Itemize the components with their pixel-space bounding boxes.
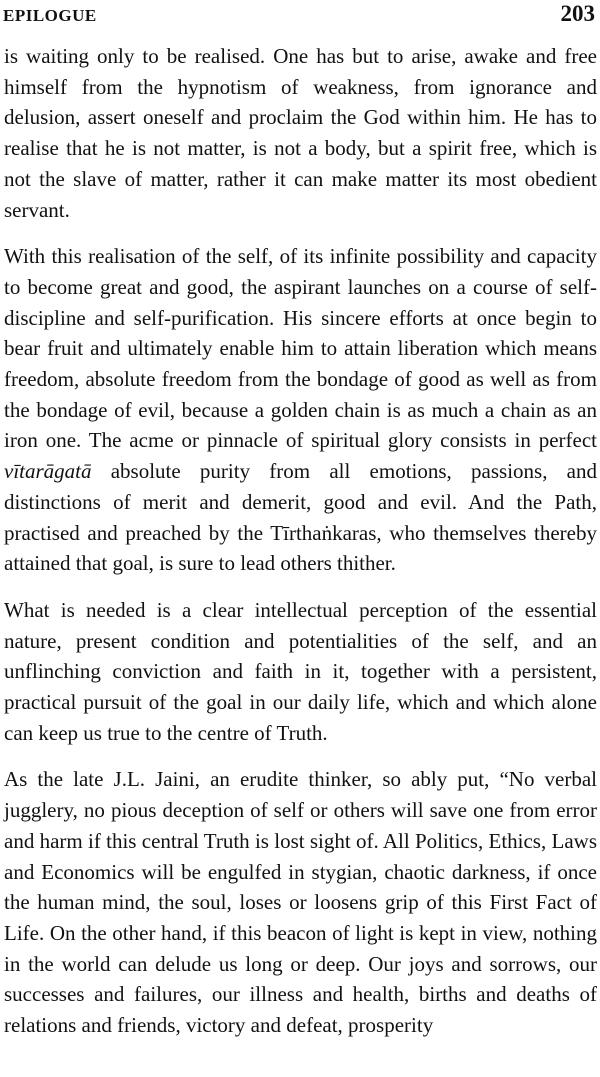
running-head: EPILOGUE (3, 6, 97, 25)
paragraph-1 (4, 41, 597, 225)
paragraph-2-text-after: absolute purity from all emotions, passions, and distinctions of merit and demerit, good and evil. And the Path, practised and preached by the Tīrthaṅkaras, who themselves thereby attained that goal, is sure to lead others thither. (4, 459, 597, 576)
paragraph-2 (4, 241, 597, 579)
page-number: 203 (560, 1, 595, 26)
italic-term: vītarāgatā (4, 459, 92, 484)
paragraph-4 (4, 764, 597, 1040)
page-header (0, 0, 600, 40)
paragraph-3-text: What is needed is a clear intellectual perception of the essential nature, present condition and potentialities of the self, and an unflinching conviction and faith in it, together with a persistent, practical pursuit of the goal in our daily life, which and which alone can keep us true to the centre of Truth. (4, 597, 597, 745)
paragraph-3 (4, 595, 597, 749)
paragraph-4-text: As the late J.L. Jaini, an erudite thinker, so ably put, “No verbal jugglery, no pious deception of self or others will save one from error and harm if this central Truth is lost sight of. All Politics, Ethics, Laws and Economics will be engulfed in stygian, chaotic darkness, if once the human mind, the soul, loses or loosens grip of this First Fact of Life. On the other hand, if this beacon of light is kept in view, nothing in the world can delude us long or deep. Our joys and sorrows, our successes and failures, our illness and health, births and deaths of relations and friends, victory and defeat, prosperity (4, 767, 597, 1038)
body-text (4, 41, 597, 1057)
paragraph-2-text: With this realisation of the self, of its infinite possibility and capacity to become great and good, the aspirant launches on a course of self-discipline and self-purification. His sincere efforts at once begin to bear fruit and ultimately enable him to attain liberation which means freedom, absolute freedom from the bondage of good as well as from the bondage of evil, because a golden chain is as much a chain as an iron one. The acme or pinnacle of spiritual glory consists in perfect (4, 244, 597, 453)
paragraph-1-text: is waiting only to be realised. One has but to arise, awake and free himself from the hypnotism of weakness, from ignorance and delusion, assert oneself and proclaim the God within him. He has to realise that he is not matter, is not a body, but a spirit free, which is not the slave of matter, rather it can make matter its most obedient servant. (4, 44, 597, 222)
